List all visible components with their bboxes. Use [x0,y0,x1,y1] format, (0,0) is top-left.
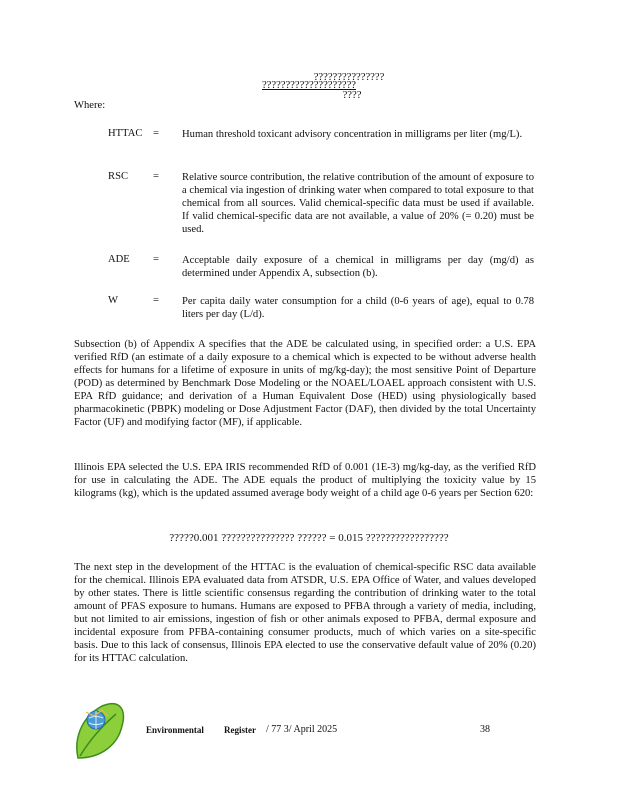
formula-ade-calculation: ?????0.001 ??????????????? ?????? = 0.015 ????????????????? [169,532,449,544]
definition-text: Per capita daily water consumption for a child (0-6 years of age), equal to 0.78 liters per day (L/d). [182,296,534,320]
footer-issue-date: / 77 3/ April 2025 [266,724,338,735]
definition-term: W [108,295,118,306]
page-footer [0,700,618,790]
definition-term: RSC [108,171,129,182]
equals-sign: = [153,254,159,265]
paragraph-rsc-evaluation: The next step in the development of the HTTAC is the evaluation of chemical-specific RSC data available for the chemical. Illinois EPA evaluated data from ATSDR, U.S. EPA Office of Water, and values developed by other states. There is little scientific consensus regarding the contribution of drinking water to the total amount of PFAS exposure to humans. Humans are exposed to PFBA through a variety of media, including, but not limited to air emissions, ingestion of fish or other animals exposed to PFBA, dermal exposure and incidental exposure from PFBA-containing consumer products, much of which varies on a site-specific basis. Due to this lack of consensus, Illinois EPA elected to use the conservative default value of 20% (0.20) for its HTTAC calculation. [74,562,536,664]
definition-text: Human threshold toxicant advisory concentration in milligrams per liter (mg/L). [182,129,523,140]
definition-text: Acceptable daily exposure of a chemical in milligrams per day (mg/d) as determined under Appendix A, subsection (b). [182,255,534,279]
environmental-register-logo-icon [72,700,128,762]
definition-term: ADE [108,254,130,265]
formula-line-3: ???? [342,90,362,101]
where-label: Where: [74,100,106,111]
paragraph-ade-subsection: Subsection (b) of Appendix A specifies that the ADE be calculated using, in specified order: a U.S. EPA verified RfD (an estimate of a daily exposure to a chemical which is expected to be without adverse health effects for humans for a lifetime of exposure in units of mg/kg-day); the most sensitive Point of Departure (POD) as determined by Benchmark Dose Modeling or the NOAEL/LOAEL approach consistent with U.S. EPA RfD guidance; and derivation of a Human Equivalent Dose (HED) using physiologically based pharmacokinetic (PBPK) modeling or Dose Adjustment Factor (DAF), then divided by the total Uncertainty Factor (UF) and modifying factor (MF), if applicable. [74,339,536,428]
formula-line-2: ???????????????????? [261,80,357,91]
formula-line-1: ??????????????? [313,72,385,83]
definition-term: HTTAC [108,128,143,139]
footer-journal-title: Environmental [146,725,204,735]
equals-sign: = [153,295,159,306]
definition-text: Relative source contribution, the relative contribution of the amount of exposure to a chemical via ingestion of drinking water when compared to total exposure to that chemical from all sources. Valid chemical-specific data must be used if available. If valid chemical-specific data are not available, a value of 20% (= 0.20) must be used. [182,172,534,235]
footer-register-label: Register [224,725,256,735]
footer-page-number: 38 [480,724,490,735]
equals-sign: = [153,128,159,139]
equals-sign: = [153,171,159,182]
paragraph-rfd-selection: Illinois EPA selected the U.S. EPA IRIS recommended RfD of 0.001 (1E-3) mg/kg-day, as the verified RfD for use in calculating the ADE. The ADE equals the product of multiplying the toxicity value by 15 kilograms (kg), which is the updated assumed average body weight of a child age 0-6 years per Section 620: [74,462,536,499]
